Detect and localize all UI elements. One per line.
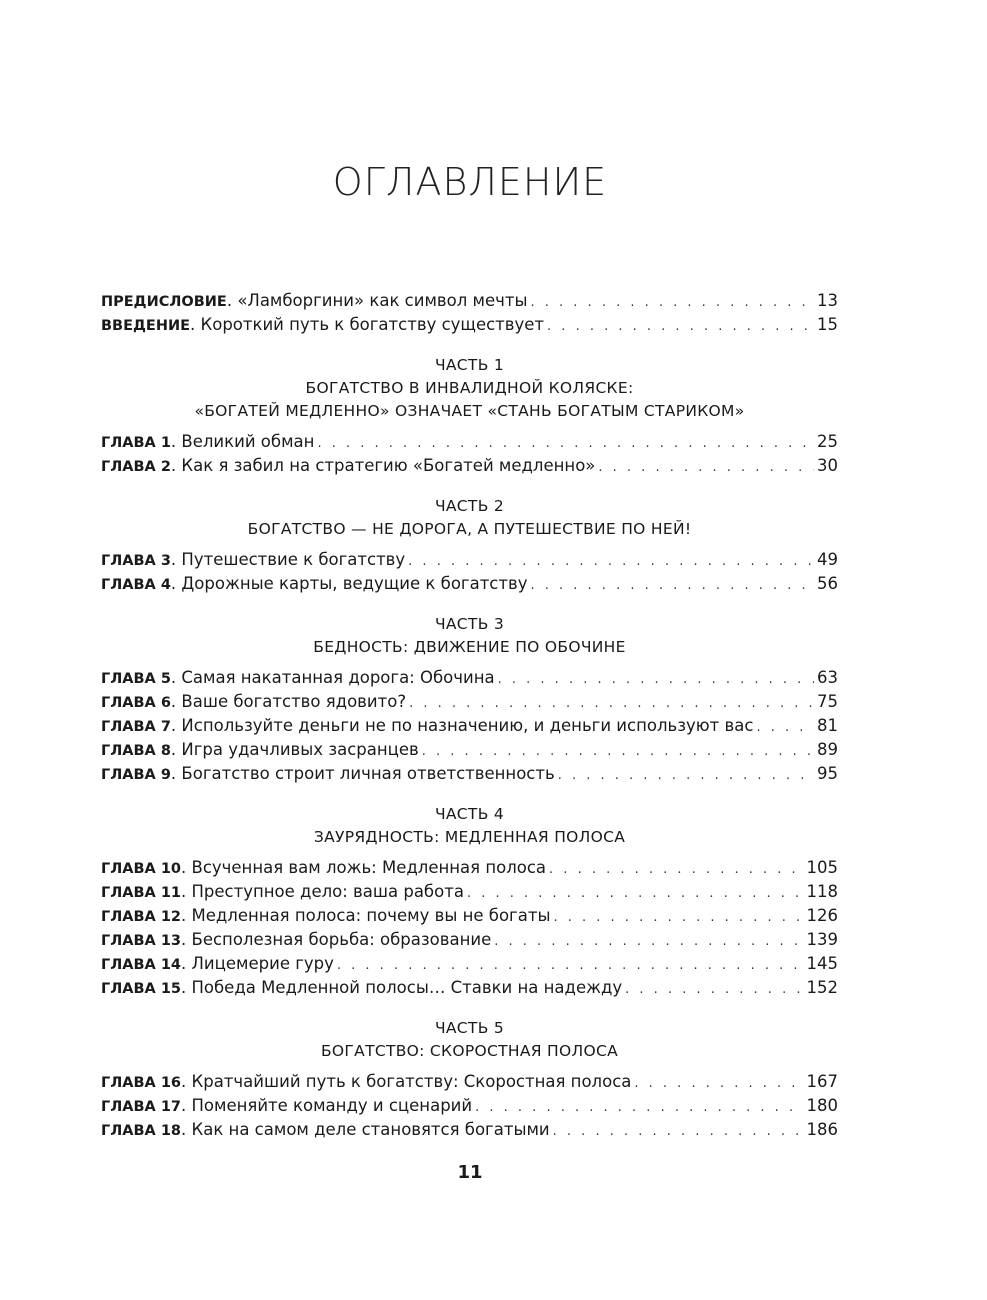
part-number: ЧАСТЬ 5 bbox=[434, 1019, 505, 1037]
intro-entries bbox=[101, 289, 838, 337]
dot-leader bbox=[498, 668, 814, 692]
dot-leader bbox=[531, 291, 815, 315]
toc-entry-chapter[interactable] bbox=[101, 952, 838, 976]
entry-page: 95 bbox=[817, 764, 838, 783]
entry-label: ГЛАВА 7. Используйте деньги не по назначению, и деньги используют вас bbox=[101, 716, 754, 735]
part-number: ЧАСТЬ 1 bbox=[434, 356, 505, 374]
part-title: БЕДНОСТЬ: ДВИЖЕНИЕ ПО ОБОЧИНЕ bbox=[313, 638, 626, 656]
dot-leader bbox=[422, 740, 814, 764]
entry-page: 145 bbox=[806, 954, 838, 973]
toc-entry-chapter[interactable] bbox=[101, 666, 838, 690]
toc-entry-chapter[interactable] bbox=[101, 714, 838, 738]
entry-label: ГЛАВА 13. Бесполезная борьба: образование bbox=[101, 930, 492, 949]
part-heading bbox=[101, 1016, 838, 1062]
toc-entry-chapter[interactable] bbox=[101, 928, 838, 952]
toc-entry-chapter[interactable] bbox=[101, 738, 838, 762]
entry-label: ГЛАВА 5. Самая накатанная дорога: Обочина bbox=[101, 668, 495, 687]
toc-parts bbox=[101, 353, 838, 1142]
toc-entry-preface[interactable] bbox=[101, 289, 838, 313]
toc-entry-chapter[interactable] bbox=[101, 976, 838, 1000]
entry-page: 63 bbox=[817, 668, 838, 687]
dot-leader bbox=[317, 432, 814, 456]
entry-label: ГЛАВА 12. Медленная полоса: почему вы не богаты bbox=[101, 906, 551, 925]
entry-page: 89 bbox=[817, 740, 838, 759]
entry-label: ГЛАВА 15. Победа Медленной полосы… Ставки на надежду bbox=[101, 978, 623, 997]
entry-page: 15 bbox=[817, 315, 838, 334]
entry-label: ГЛАВА 17. Поменяйте команду и сценарий bbox=[101, 1096, 473, 1115]
dot-leader bbox=[530, 574, 814, 598]
entry-label: ГЛАВА 9. Богатство строит личная ответственность bbox=[101, 764, 555, 783]
part-number: ЧАСТЬ 2 bbox=[434, 497, 505, 515]
toc-entry-chapter[interactable] bbox=[101, 548, 838, 572]
entry-label: ГЛАВА 2. Как я забил на стратегию «Богатей медленно» bbox=[101, 456, 596, 475]
entry-page: 49 bbox=[817, 550, 838, 569]
part-title: «БОГАТЕЙ МЕДЛЕННО» ОЗНАЧАЕТ «СТАНЬ БОГАТЫМ СТАРИКОМ» bbox=[194, 402, 745, 420]
dot-leader bbox=[553, 1120, 804, 1144]
toc-entry-chapter[interactable] bbox=[101, 1118, 838, 1142]
dot-leader bbox=[553, 906, 803, 930]
toc-entry-chapter[interactable] bbox=[101, 690, 838, 714]
dot-leader bbox=[756, 716, 814, 740]
dot-leader bbox=[494, 930, 803, 954]
entry-page: 167 bbox=[806, 1072, 838, 1091]
entry-label: ГЛАВА 4. Дорожные карты, ведущие к богатству bbox=[101, 574, 528, 593]
entry-page: 13 bbox=[817, 291, 838, 310]
entry-label: ПРЕДИСЛОВИЕ. «Ламборгини» как символ мечты bbox=[101, 291, 528, 310]
dot-leader bbox=[549, 858, 803, 882]
toc-entry-chapter[interactable] bbox=[101, 856, 838, 880]
entry-label: ГЛАВА 10. Всученная вам ложь: Медленная полоса bbox=[101, 858, 547, 877]
entry-label: ВВЕДЕНИЕ. Короткий путь к богатству существует bbox=[101, 315, 545, 334]
entry-label: ГЛАВА 11. Преступное дело: ваша работа bbox=[101, 882, 464, 901]
entry-page: 56 bbox=[817, 574, 838, 593]
part-heading bbox=[101, 802, 838, 848]
part-title: БОГАТСТВО: СКОРОСТНАЯ ПОЛОСА bbox=[321, 1042, 618, 1060]
toc-entry-chapter[interactable] bbox=[101, 1070, 838, 1094]
entry-label: ГЛАВА 8. Игра удачливых засранцев bbox=[101, 740, 419, 759]
toc-entry-chapter[interactable] bbox=[101, 904, 838, 928]
entry-label: ГЛАВА 6. Ваше богатство ядовито? bbox=[101, 692, 407, 711]
entry-label: ГЛАВА 1. Великий обман bbox=[101, 432, 315, 451]
part-heading bbox=[101, 494, 838, 540]
entry-label: ГЛАВА 3. Путешествие к богатству bbox=[101, 550, 406, 569]
dot-leader bbox=[467, 882, 804, 906]
part-heading bbox=[101, 612, 838, 658]
dot-leader bbox=[409, 692, 814, 716]
entry-page: 81 bbox=[817, 716, 838, 735]
dot-leader bbox=[625, 978, 803, 1002]
entry-label: ГЛАВА 18. Как на самом деле становятся богатыми bbox=[101, 1120, 550, 1139]
toc-entry-chapter[interactable] bbox=[101, 762, 838, 786]
entry-page: 30 bbox=[817, 456, 838, 475]
entry-page: 105 bbox=[806, 858, 838, 877]
entry-label: ГЛАВА 16. Кратчайший путь к богатству: Скоростная полоса bbox=[101, 1072, 632, 1091]
dot-leader bbox=[634, 1072, 803, 1096]
page-number: 11 bbox=[457, 1162, 483, 1183]
part-title: БОГАТСТВО В ИНВАЛИДНОЙ КОЛЯСКЕ: bbox=[305, 379, 634, 397]
dot-leader bbox=[408, 550, 814, 574]
dot-leader bbox=[547, 315, 814, 339]
toc-entry-chapter[interactable] bbox=[101, 430, 838, 454]
toc-entry-chapter[interactable] bbox=[101, 454, 838, 478]
entry-page: 75 bbox=[817, 692, 838, 711]
part-number: ЧАСТЬ 4 bbox=[434, 805, 505, 823]
entry-page: 139 bbox=[806, 930, 838, 949]
toc-entry-introduction[interactable] bbox=[101, 313, 838, 337]
part-title: БОГАТСТВО — НЕ ДОРОГА, А ПУТЕШЕСТВИЕ ПО НЕЙ! bbox=[247, 520, 692, 538]
dot-leader bbox=[598, 456, 814, 480]
entry-page: 25 bbox=[817, 432, 838, 451]
dot-leader bbox=[337, 954, 804, 978]
toc-entry-chapter[interactable] bbox=[101, 572, 838, 596]
part-heading bbox=[101, 353, 838, 422]
dot-leader bbox=[558, 764, 814, 788]
entry-page: 152 bbox=[806, 978, 838, 997]
toc-entry-chapter[interactable] bbox=[101, 1094, 838, 1118]
entry-page: 180 bbox=[806, 1096, 838, 1115]
toc-entry-chapter[interactable] bbox=[101, 880, 838, 904]
page-title: ОГЛАВЛЕНИЕ bbox=[332, 160, 608, 204]
part-title: ЗАУРЯДНОСТЬ: МЕДЛЕННАЯ ПОЛОСА bbox=[313, 828, 626, 846]
entry-label: ГЛАВА 14. Лицемерие гуру bbox=[101, 954, 334, 973]
dot-leader bbox=[475, 1096, 803, 1120]
entry-page: 126 bbox=[806, 906, 838, 925]
part-number: ЧАСТЬ 3 bbox=[434, 615, 505, 633]
entry-page: 118 bbox=[806, 882, 838, 901]
entry-page: 186 bbox=[806, 1120, 838, 1139]
table-of-contents bbox=[101, 289, 838, 1142]
